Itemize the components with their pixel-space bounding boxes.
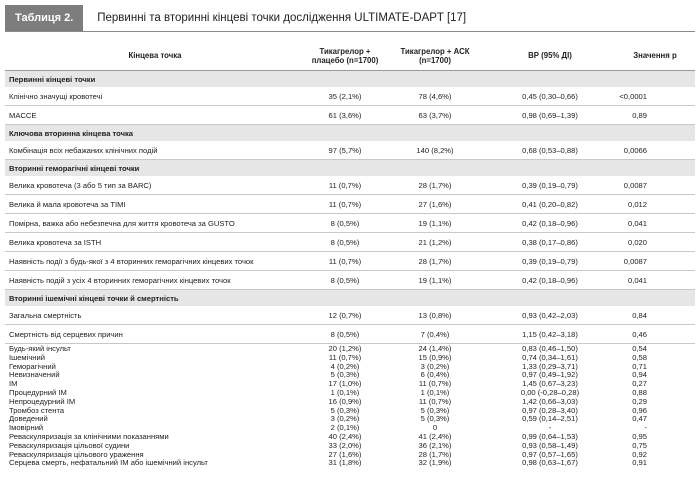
placebo-cell: 11 (0,7%) (328, 352, 362, 362)
hr-cell: 0,93 (0,42–2,03) (485, 306, 615, 325)
section-header-row (5, 160, 695, 177)
endpoint-cell: Будь-який інсульт (9, 344, 71, 353)
placebo-cell: 35 (2,1%) (305, 87, 385, 106)
column-header-p-value: Значення р (615, 41, 695, 71)
asa-cell: 19 (1,1%) (385, 214, 485, 233)
asa-cell: 21 (1,2%) (385, 233, 485, 252)
endpoint-cell: Тромбоз стента (9, 405, 65, 415)
p-value-cell: 0,29 (632, 396, 647, 406)
hr-cell: 0,39 (0,19–0,79) (485, 176, 615, 195)
hr-cell: 0,68 (0,53–0,88) (485, 141, 615, 160)
p-value-cell: 0,71 (632, 361, 647, 371)
p-value-cell: 0,012 (615, 195, 695, 214)
placebo-cell: 20 (1,2%) (328, 344, 362, 353)
p-value-cell: 0,47 (632, 414, 647, 424)
placebo-cell: 11 (0,7%) (305, 176, 385, 195)
placebo-cell: 61 (3,6%) (305, 106, 385, 125)
column-header-endpoint: Кінцева точка (5, 41, 305, 71)
placebo-cell: 5 (0,3%) (330, 370, 360, 380)
endpoint-cell: Геморагічний (9, 361, 56, 371)
hr-cell: 1,15 (0,42–3,18) (485, 325, 615, 344)
table-row (5, 141, 695, 160)
placebo-cell: 27 (1,6%) (328, 449, 362, 459)
asa-cell: 32 (1,9%) (418, 458, 452, 468)
table-row (5, 106, 695, 125)
table-number-label: Таблиця 2. (5, 5, 83, 31)
asa-cell: 28 (1,7%) (385, 176, 485, 195)
placebo-cell: 17 (1,0%) (328, 379, 362, 389)
p-value-cell: 0,96 (632, 405, 647, 415)
hr-cell: 0,98 (0,63–1,67) (522, 458, 578, 468)
placebo-cell: 33 (2,0%) (328, 440, 362, 450)
p-value-cell: 0,54 (632, 344, 647, 353)
placebo-cell: 16 (0,9%) (328, 396, 362, 406)
table-header-row (5, 41, 695, 71)
placebo-cell: 1 (0,1%) (330, 387, 360, 397)
p-value-cell: 0,88 (632, 387, 647, 397)
hr-cell: 0,98 (0,69–1,39) (485, 106, 615, 125)
section-title: Первинні кінцеві точки (5, 71, 695, 88)
asa-cell: 0 (432, 423, 438, 433)
p-value-cell: 0,94 (632, 370, 647, 380)
hr-cell: 0,39 (0,19–0,79) (485, 252, 615, 271)
endpoint-cell: Смертність від серцевих причин (5, 325, 305, 344)
p-value-cell: 0,75 (632, 440, 647, 450)
endpoint-cell: Наявність подій з усіх 4 вторинних геморагічних кінцевих точок (5, 271, 305, 290)
p-value-cell: - (644, 423, 647, 433)
hr-cell: - (548, 423, 552, 433)
p-value-cell: 0,0066 (615, 141, 695, 160)
asa-cell: 19 (1,1%) (385, 271, 485, 290)
asa-cell: 11 (0,7%) (418, 396, 452, 406)
p-value-cell: 0,92 (632, 449, 647, 459)
hr-cell: 0,97 (0,49–1,92) (522, 370, 578, 380)
placebo-cell: 97 (5,7%) (305, 141, 385, 160)
placebo-cell: 31 (1,8%) (328, 458, 362, 468)
endpoint-cell: Реваскуляризація за клінічними показаннями (9, 431, 169, 441)
hr-cell: 0,42 (0,18–0,96) (485, 214, 615, 233)
p-value-cell: <0,0001 (615, 87, 695, 106)
endpoint-cell: Велика й мала кровотеча за TIMI (5, 195, 305, 214)
hr-cell: 0,59 (0,14–2,51) (522, 414, 578, 424)
table-title: Первинні та вторинні кінцеві точки дослідження ULTIMATE-DAPT [17] (97, 12, 467, 24)
p-value-cell: 0,95 (632, 431, 647, 441)
p-value-cell: 0,46 (615, 325, 695, 344)
title-divider (5, 31, 695, 32)
hr-cell: 0,00 (-0,28–0,28) (520, 387, 580, 397)
endpoint-cell: Клінічно значущі кровотечі (5, 87, 305, 106)
placebo-cell: 3 (0,2%) (330, 414, 360, 424)
section-title: Вторинні ішемічні кінцеві точки й смертність (5, 290, 695, 307)
asa-cell: 5 (0,3%) (420, 414, 450, 424)
asa-cell: 13 (0,8%) (385, 306, 485, 325)
table-row (5, 325, 695, 344)
hr-cell: 0,38 (0,17–0,86) (485, 233, 615, 252)
column-header-hr: ВР (95% ДІ) (485, 41, 615, 71)
p-value-cell: 0,84 (615, 306, 695, 325)
endpoint-cell: Реваскуляризація цільової судини (9, 440, 130, 450)
hr-cell: 0,42 (0,18–0,96) (485, 271, 615, 290)
p-value-cell: 0,020 (615, 233, 695, 252)
endpoint-cell: Доведений (9, 414, 48, 424)
hr-cell: 0,74 (0,34–1,61) (522, 352, 578, 362)
p-value-cell: 0,0087 (615, 252, 695, 271)
table-row (5, 233, 695, 252)
section-title: Ключова вторинна кінцева точка (5, 125, 695, 142)
placebo-cell: 2 (0,1%) (330, 423, 360, 433)
endpoint-cell: Ішемічний (9, 352, 45, 362)
p-value-cell: 0,041 (615, 214, 695, 233)
column-header-placebo: Тикагрелор + плацебо (n=1700) (305, 41, 385, 71)
asa-cell: 24 (1,4%) (418, 344, 452, 353)
table-body (5, 71, 695, 469)
endpoint-cell: Комбінація всіх небажаних клінічних подій (5, 141, 305, 160)
placebo-cell: 4 (0,2%) (330, 361, 360, 371)
endpoint-cell: MACCE (5, 106, 305, 125)
hr-cell: 0,45 (0,30–0,66) (485, 87, 615, 106)
section-title: Вторинні геморагічні кінцеві точки (5, 160, 695, 177)
placebo-cell: 11 (0,7%) (305, 252, 385, 271)
asa-cell: 41 (2,4%) (418, 431, 452, 441)
section-header-row (5, 290, 695, 307)
asa-cell: 27 (1,6%) (385, 195, 485, 214)
endpoint-cell: Серцева смерть, нефатальний ІМ або ішемічний інсульт (9, 458, 208, 468)
endpoint-cell: Велика кровотеча (3 або 5 тип за BARC) (5, 176, 305, 195)
asa-cell: 36 (2,1%) (418, 440, 452, 450)
hr-cell: 1,42 (0,66–3,03) (522, 396, 578, 406)
endpoint-cell: Велика кровотеча за ISTH (5, 233, 305, 252)
table-row (5, 271, 695, 290)
endpoint-cell: Непроцедурний ІМ (9, 396, 76, 406)
hr-cell: 0,97 (0,28–3,40) (522, 405, 578, 415)
section-header-row (5, 71, 695, 88)
hr-cell: 0,97 (0,57–1,65) (522, 449, 578, 459)
table-row (5, 214, 695, 233)
asa-cell: 78 (4,6%) (385, 87, 485, 106)
hr-cell: 1,33 (0,29–3,71) (522, 361, 578, 371)
table-container (5, 5, 695, 468)
asa-cell: 140 (8,2%) (385, 141, 485, 160)
hr-cell: 0,93 (0,58–1,49) (522, 440, 578, 450)
table-row (5, 306, 695, 325)
asa-cell: 5 (0,3%) (420, 405, 450, 415)
asa-cell: 15 (0,9%) (418, 352, 452, 362)
asa-cell: 28 (1,7%) (385, 252, 485, 271)
placebo-cell: 12 (0,7%) (305, 306, 385, 325)
asa-cell: 11 (0,7%) (418, 379, 452, 389)
p-value-cell: 0,041 (615, 271, 695, 290)
asa-cell: 28 (1,7%) (418, 449, 452, 459)
hr-cell: 0,41 (0,20–0,82) (485, 195, 615, 214)
endpoint-cell: Реваскуляризація цільового ураження (9, 449, 144, 459)
asa-cell: 1 (0,1%) (420, 387, 450, 397)
p-value-cell: 0,58 (632, 352, 647, 362)
section-header-row (5, 125, 695, 142)
p-value-cell: 0,0087 (615, 176, 695, 195)
table-row (5, 252, 695, 271)
p-value-cell: 0,27 (632, 379, 647, 389)
placebo-cell: 5 (0,3%) (330, 405, 360, 415)
hr-cell: 0,83 (0,46–1,50) (522, 344, 578, 353)
placebo-cell: 8 (0,5%) (305, 325, 385, 344)
asa-cell: 3 (0,2%) (420, 361, 450, 371)
endpoints-table (5, 41, 695, 468)
table-header (5, 5, 695, 31)
endpoint-cell: Загальна смертність (5, 306, 305, 325)
p-value-cell: 0,89 (615, 106, 695, 125)
endpoint-cell: Невизначений (9, 370, 60, 380)
endpoint-cell: ІМ (9, 379, 18, 389)
placebo-cell: 11 (0,7%) (305, 195, 385, 214)
column-header-asa: Тикагрелор + АСК (n=1700) (385, 41, 485, 71)
table-row (5, 176, 695, 195)
table-row (5, 459, 695, 468)
hr-cell: 1,45 (0,67–3,23) (522, 379, 578, 389)
endpoint-cell: Процедурний ІМ (9, 387, 67, 397)
endpoint-cell: Наявність події з будь-якої з 4 вторинних геморагічних кінцевих точок (5, 252, 305, 271)
placebo-cell: 8 (0,5%) (305, 214, 385, 233)
asa-cell: 7 (0,4%) (385, 325, 485, 344)
asa-cell: 6 (0,4%) (420, 370, 450, 380)
table-row (5, 87, 695, 106)
hr-cell: 0,99 (0,64–1,53) (522, 431, 578, 441)
p-value-cell: 0,91 (632, 458, 647, 468)
table-row (5, 195, 695, 214)
asa-cell: 63 (3,7%) (385, 106, 485, 125)
placebo-cell: 8 (0,5%) (305, 233, 385, 252)
placebo-cell: 8 (0,5%) (305, 271, 385, 290)
endpoint-cell: Помірна, важка або небезпечна для життя кровотеча за GUSTO (5, 214, 305, 233)
endpoint-cell: Імовірний (9, 423, 44, 433)
placebo-cell: 40 (2,4%) (328, 431, 362, 441)
